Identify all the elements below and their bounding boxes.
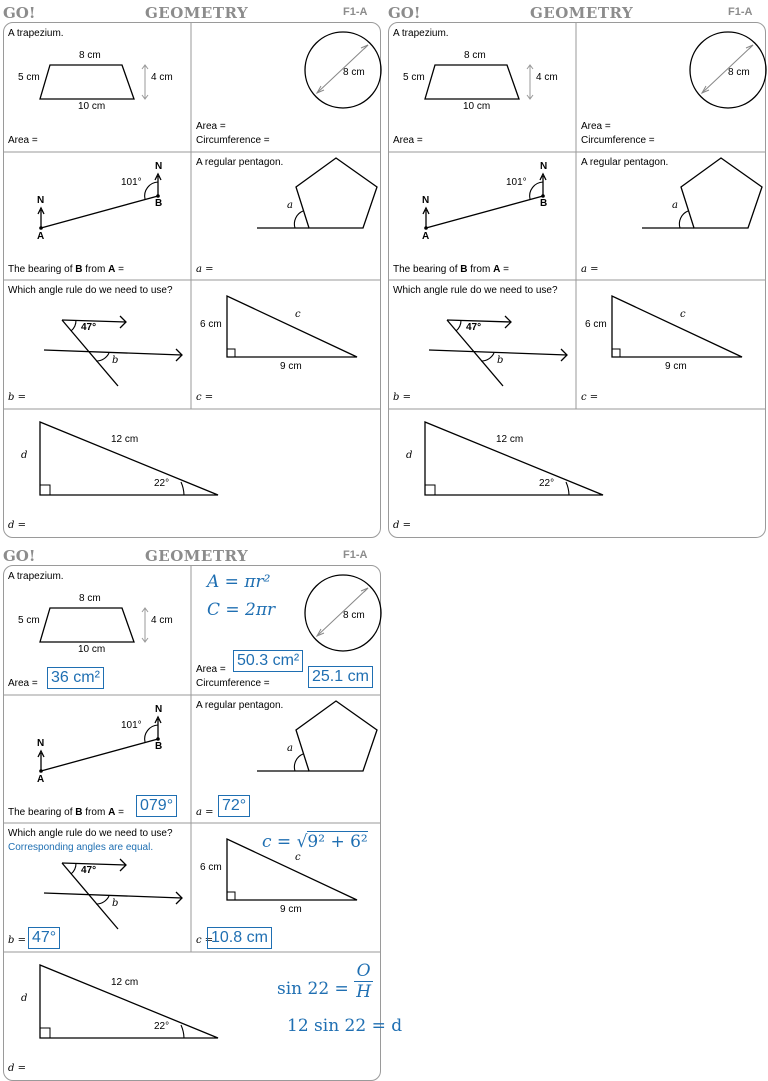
question-trigonometry	[4, 409, 380, 537]
trapezium-diagram	[4, 23, 191, 152]
side-6cm-label: 6 cm	[585, 319, 607, 330]
angle-b-answer-label: b =	[393, 392, 411, 403]
blank-sheet-1	[3, 2, 383, 538]
point-b-label: B	[155, 198, 163, 209]
hypotenuse-c-label: c	[680, 309, 686, 320]
point-a-label: A	[422, 231, 430, 242]
circle-diameter-label: 8 cm	[343, 610, 365, 621]
question-angle-rule	[4, 280, 191, 409]
question-circle	[191, 23, 380, 152]
question-bearing	[389, 152, 576, 280]
question-circle	[576, 23, 765, 152]
north-label-b: N	[155, 161, 163, 172]
unknown-angle-b-label: b	[112, 355, 119, 366]
north-label-a: N	[37, 195, 45, 206]
sheet-header	[3, 545, 383, 565]
pythagoras-formula: c = √9² + 6²	[262, 832, 368, 852]
trapezium-top-label: 8 cm	[79, 593, 101, 604]
hypotenuse-12cm-label: 12 cm	[496, 434, 524, 445]
side-6cm-label: 6 cm	[200, 862, 222, 873]
pentagon-answer-label: a =	[196, 264, 214, 275]
blank-sheet-2	[388, 2, 768, 538]
circle-diameter-label: 8 cm	[343, 67, 365, 78]
trapezium-answer-label: Area =	[393, 135, 423, 146]
go-logo: GO!	[3, 4, 36, 22]
circle-circumference-formula: C = 2πr	[207, 600, 276, 620]
trapezium-answer-label: Area =	[8, 678, 38, 689]
question-pentagon	[191, 152, 380, 280]
question-bearing	[4, 152, 191, 280]
trapezium-left-label: 5 cm	[18, 72, 40, 83]
angle-b-answer-label: b =	[8, 935, 26, 946]
question-pythagoras	[191, 280, 380, 409]
right-triangle-d-diagram	[389, 409, 765, 537]
angle-rule-prompt: Which angle rule do we need to use?	[8, 285, 173, 296]
bearing-answer: 079°	[136, 795, 177, 817]
known-angle-label: 47°	[81, 865, 97, 876]
trapezium-height-label: 4 cm	[151, 615, 173, 626]
circle-diagram	[191, 23, 380, 152]
side-9cm-label: 9 cm	[665, 361, 687, 372]
circle-area-label: Area =	[581, 121, 611, 132]
hypotenuse-12cm-label: 12 cm	[111, 977, 139, 988]
unknown-angle-b-label: b	[112, 898, 119, 909]
pentagon-angle-label: a	[287, 743, 293, 754]
trapezium-area-answer: 36 cm²	[47, 667, 104, 689]
bearing-diagram	[389, 152, 576, 280]
angle-b-answer-label: b =	[8, 392, 26, 403]
side-9cm-label: 9 cm	[280, 361, 302, 372]
trapezium-height-label: 4 cm	[536, 72, 558, 83]
circle-diagram	[576, 23, 765, 152]
c-answer-label: c =	[196, 935, 214, 946]
question-pythagoras	[576, 280, 765, 409]
pentagon-answer: 72°	[218, 795, 250, 817]
angle-22-label: 22°	[154, 1021, 170, 1032]
right-triangle-d-diagram	[4, 409, 380, 537]
angle-b-answer: 47°	[28, 927, 60, 949]
sheet-code: F1-A	[343, 6, 368, 18]
bearing-angle-label: 101°	[121, 177, 142, 188]
trapezium-top-label: 8 cm	[79, 50, 101, 61]
d-answer-label: d =	[8, 520, 26, 531]
worksheet	[3, 565, 403, 1081]
d-answer-label: d =	[8, 1063, 26, 1074]
circle-circumference-answer: 25.1 cm	[308, 666, 373, 688]
bearing-angle-label: 101°	[121, 720, 142, 731]
sheet-title: GEOMETRY	[145, 4, 249, 22]
side-c-answer: 10.8 cm	[207, 927, 272, 949]
point-b-label: B	[155, 741, 163, 752]
unknown-side-d-label: d	[21, 450, 28, 461]
go-logo: GO!	[3, 547, 36, 565]
hypotenuse-c-label: c	[295, 852, 301, 863]
angle-22-label: 22°	[154, 478, 170, 489]
trapezium-bottom-label: 10 cm	[463, 101, 491, 112]
question-trapezium	[389, 23, 576, 152]
pentagon-diagram	[191, 152, 380, 280]
circle-area-formula: A = πr²	[207, 572, 271, 592]
c-answer-label: c =	[581, 392, 599, 403]
trapezium-left-label: 5 cm	[403, 72, 425, 83]
right-triangle-c-diagram	[576, 280, 765, 409]
circle-circumference-label: Circumference =	[581, 135, 655, 146]
trapezium-prompt: A trapezium.	[8, 571, 64, 582]
trapezium-bottom-label: 10 cm	[78, 101, 106, 112]
angle-22-label: 22°	[539, 478, 555, 489]
worksheet	[3, 22, 381, 538]
bearing-answer-label: The bearing of B from A =	[8, 807, 124, 818]
pentagon-prompt: A regular pentagon.	[196, 157, 284, 168]
north-label-b: N	[155, 704, 163, 715]
side-9cm-label: 9 cm	[280, 904, 302, 915]
pentagon-prompt: A regular pentagon.	[196, 700, 284, 711]
pentagon-answer-label: a =	[196, 807, 214, 818]
go-logo: GO!	[388, 4, 421, 22]
circle-circumference-label: Circumference =	[196, 678, 270, 689]
sheet-title: GEOMETRY	[530, 4, 634, 22]
question-trapezium	[4, 23, 191, 152]
circle-diameter-label: 8 cm	[728, 67, 750, 78]
sheet-code: F1-A	[728, 6, 753, 18]
trapezium-diagram	[389, 23, 576, 152]
angle-rule-answer: Corresponding angles are equal.	[8, 842, 154, 853]
sine-rearranged: 12 sin 22 = d	[287, 1016, 403, 1036]
hypotenuse-c-label: c	[295, 309, 301, 320]
north-label-a: N	[422, 195, 430, 206]
c-answer-label: c =	[196, 392, 214, 403]
sheet-title: GEOMETRY	[145, 547, 249, 565]
trapezium-prompt: A trapezium.	[393, 28, 449, 39]
question-angle-rule	[389, 280, 576, 409]
unknown-side-d-label: d	[21, 993, 28, 1004]
unknown-side-d-label: d	[406, 450, 413, 461]
parallel-lines-diagram	[4, 280, 191, 409]
circle-area-label: Area =	[196, 664, 226, 675]
pentagon-prompt: A regular pentagon.	[581, 157, 669, 168]
bearing-answer-label: The bearing of B from A =	[8, 264, 124, 275]
question-pentagon	[576, 152, 765, 280]
pentagon-answer-label: a =	[581, 264, 599, 275]
circle-circumference-label: Circumference =	[196, 135, 270, 146]
d-answer-label: d =	[393, 520, 411, 531]
trapezium-answer-label: Area =	[8, 135, 38, 146]
known-angle-label: 47°	[81, 322, 97, 333]
trapezium-prompt: A trapezium.	[8, 28, 64, 39]
sheet-code: F1-A	[343, 549, 368, 561]
circle-area-answer: 50.3 cm²	[233, 650, 303, 672]
point-b-label: B	[540, 198, 548, 209]
parallel-lines-diagram	[389, 280, 576, 409]
circle-area-label: Area =	[196, 121, 226, 132]
sine-formula: sin 22 = $\frac{O}{H}$	[277, 961, 372, 1002]
bearing-diagram	[4, 152, 191, 280]
trapezium-top-label: 8 cm	[464, 50, 486, 61]
pentagon-angle-label: a	[287, 200, 293, 211]
trapezium-height-label: 4 cm	[151, 72, 173, 83]
trapezium-bottom-label: 10 cm	[78, 644, 106, 655]
pentagon-diagram	[576, 152, 765, 280]
answer-sheet	[3, 545, 403, 1081]
sheet-header	[388, 2, 768, 22]
sheet-header	[3, 2, 383, 22]
pentagon-angle-label: a	[672, 200, 678, 211]
bearing-answer-label: The bearing of B from A =	[393, 264, 509, 275]
question-trigonometry	[389, 409, 765, 537]
angle-rule-prompt: Which angle rule do we need to use?	[8, 828, 173, 839]
hypotenuse-12cm-label: 12 cm	[111, 434, 139, 445]
north-label-a: N	[37, 738, 45, 749]
point-a-label: A	[37, 774, 45, 785]
right-triangle-c-diagram	[191, 280, 380, 409]
trapezium-left-label: 5 cm	[18, 615, 40, 626]
north-label-b: N	[540, 161, 548, 172]
point-a-label: A	[37, 231, 45, 242]
known-angle-label: 47°	[466, 322, 482, 333]
worksheet	[388, 22, 766, 538]
angle-rule-prompt: Which angle rule do we need to use?	[393, 285, 558, 296]
unknown-angle-b-label: b	[497, 355, 504, 366]
side-6cm-label: 6 cm	[200, 319, 222, 330]
bearing-angle-label: 101°	[506, 177, 527, 188]
